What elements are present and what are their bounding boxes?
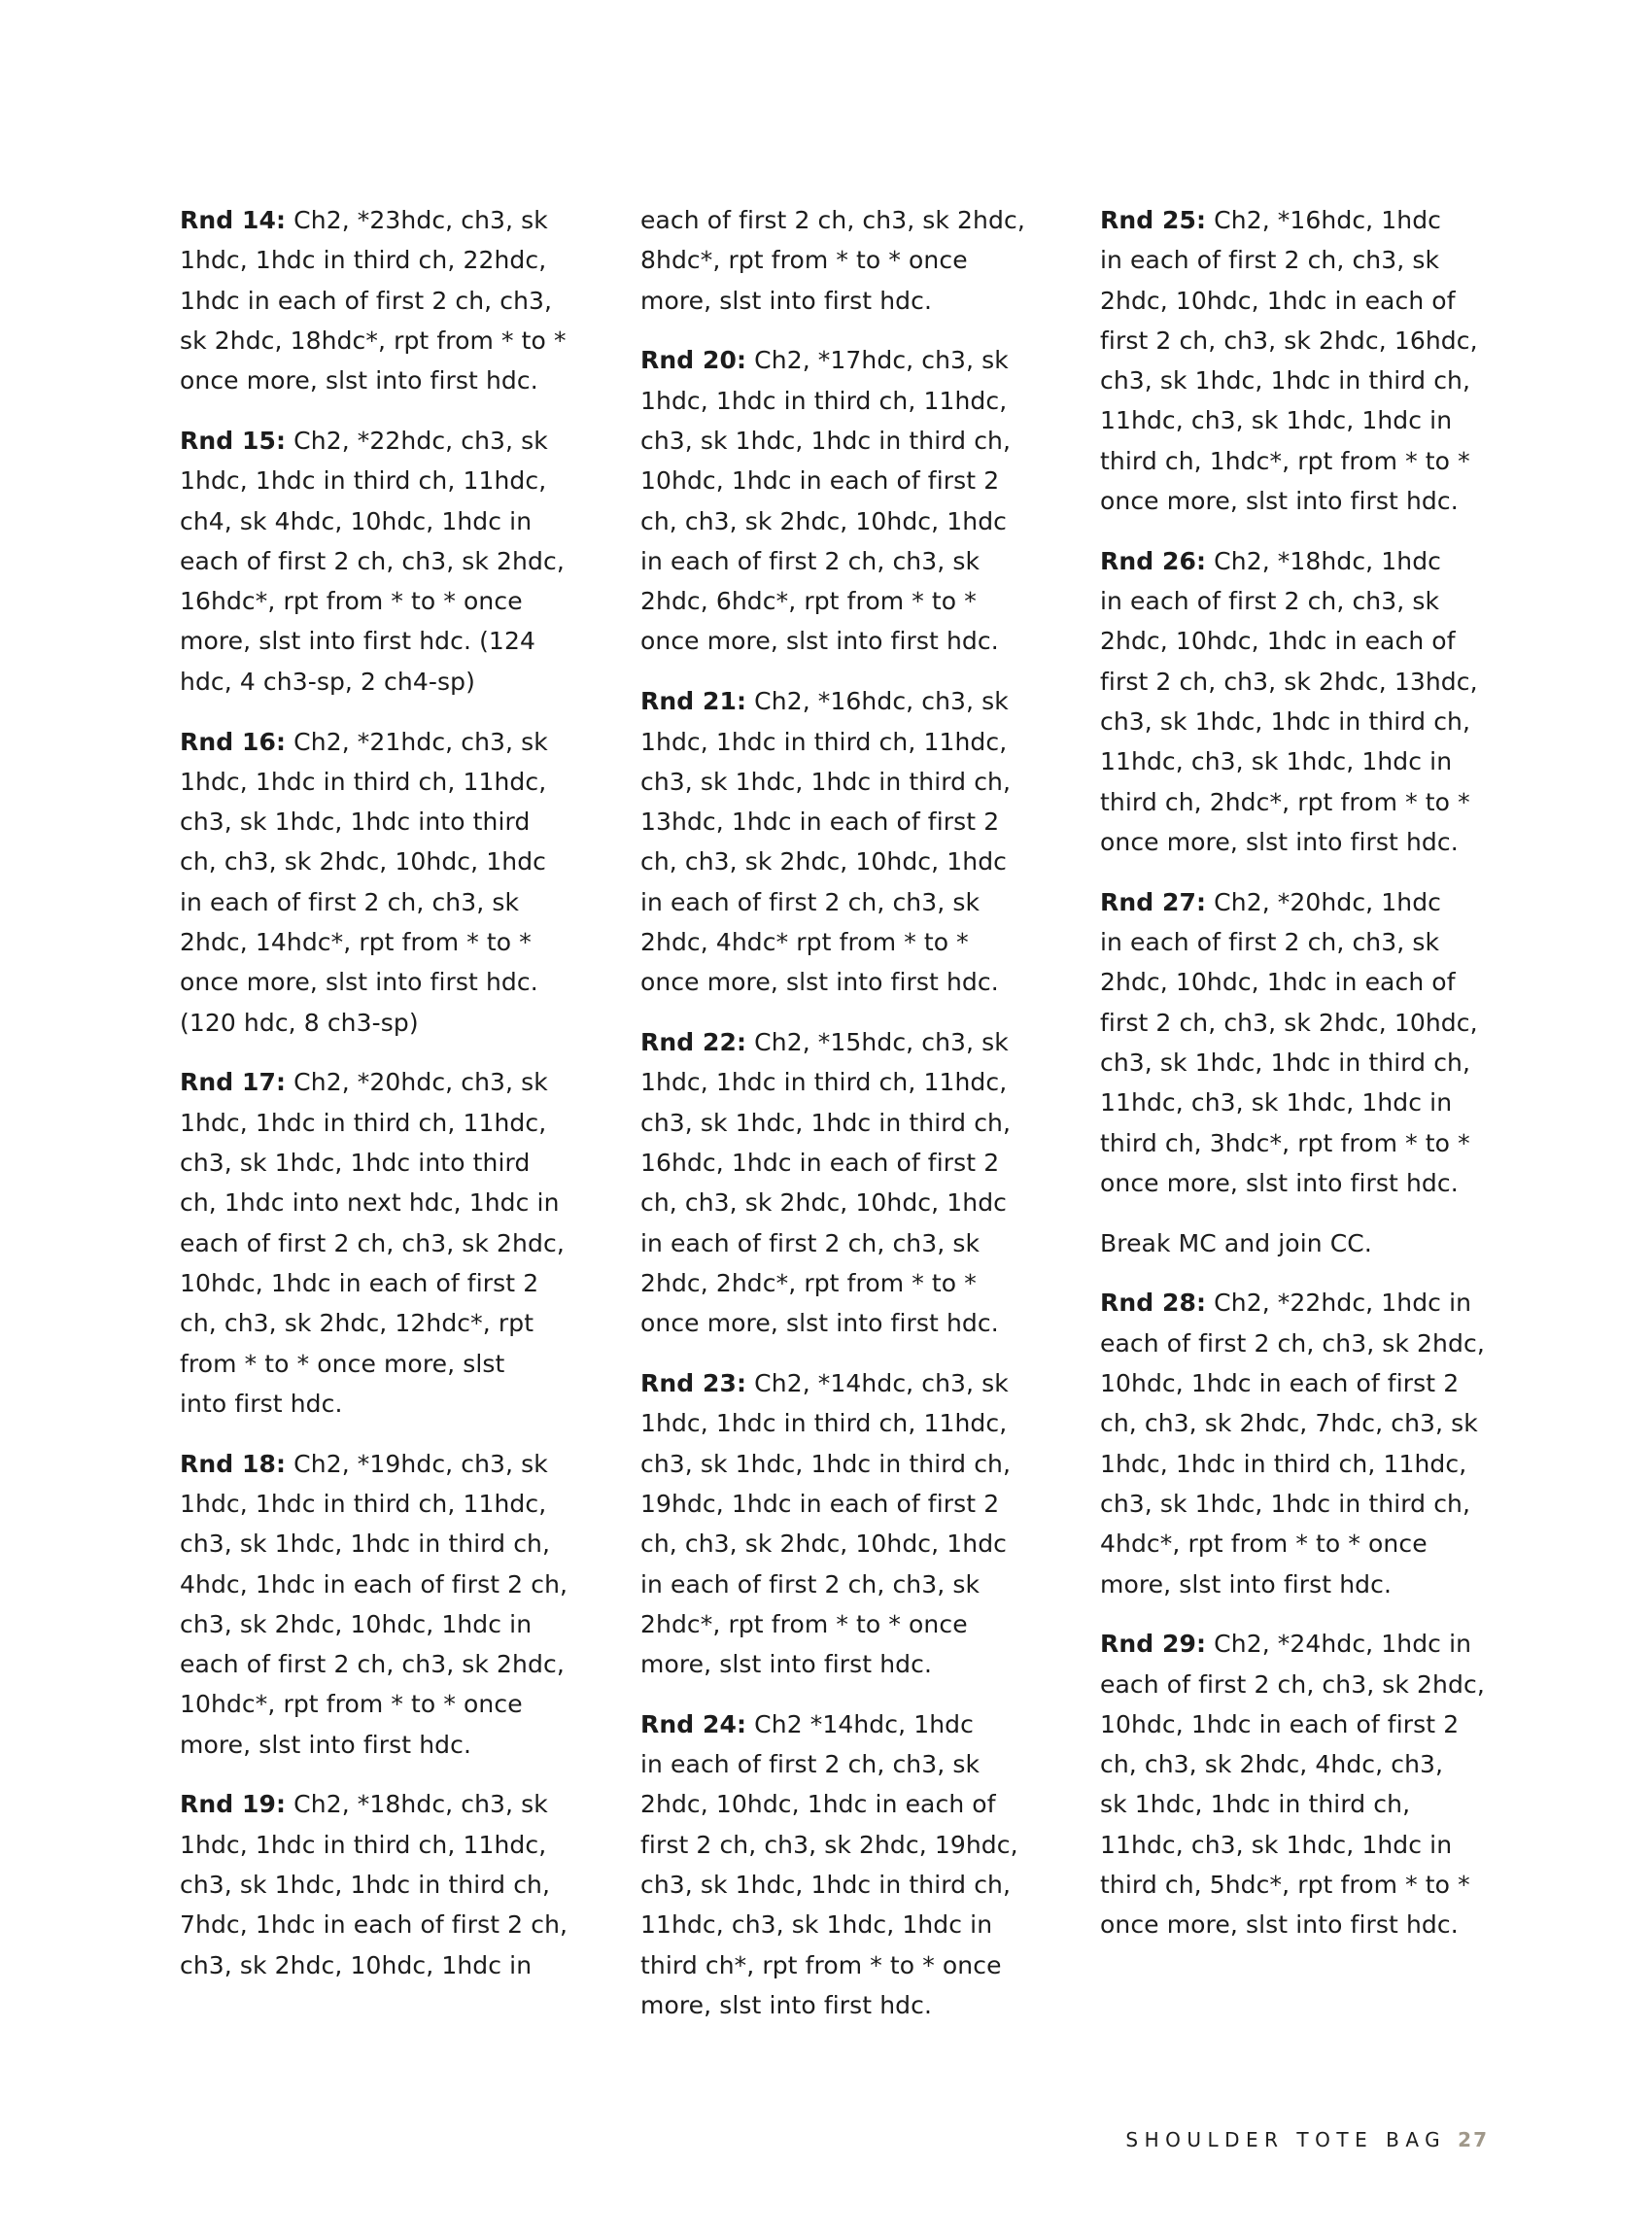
line-text: Ch2, *22hdc, ch3, sk [286,426,548,455]
line-text: ch, ch3, sk 2hdc, 12hdc*, rpt [180,1309,534,1338]
pattern-line [1100,782,1498,822]
line-text: third ch, 5hdc*, rpt from * to * [1100,1871,1470,1900]
line-text: 2hdc, 6hdc*, rpt from * to * [640,587,977,616]
line-text: ch3, sk 1hdc, 1hdc in third ch, [1100,707,1471,737]
line-text: in each of first 2 ch, ch3, sk [640,1750,981,1779]
pattern-line [1100,581,1498,621]
line-text: once more, slst into first hdc. [1100,1910,1459,1940]
line-text: Break MC and join CC. [1100,1228,1372,1257]
pattern-line [180,1784,578,1824]
round-label: Rnd 23: [640,1369,747,1398]
line-text: 2hdc, 10hdc, 1hdc in each of [640,1790,996,1819]
pattern-line [640,1303,1039,1343]
pattern-line [1100,1564,1498,1604]
pattern-line [1100,662,1498,702]
pattern-line [180,1644,578,1684]
pattern-line [180,1825,578,1865]
pattern-line [640,842,1039,881]
pattern-paragraph [640,200,1039,321]
line-text: first 2 ch, ch3, sk 2hdc, 10hdc, [1100,1008,1478,1037]
line-text: ch3, sk 2hdc, 10hdc, 1hdc in [180,1609,533,1638]
pattern-line [1100,1163,1498,1203]
line-text: more, slst into first hdc. [1100,1569,1393,1599]
pattern-line [180,361,578,400]
pattern-line [180,1103,578,1143]
pattern-line [1100,200,1498,240]
pattern-line [1100,702,1498,741]
line-text: Ch2, *20hdc, ch3, sk [286,1068,548,1097]
line-text: ch, ch3, sk 2hdc, 7hdc, ch3, sk [1100,1409,1478,1438]
line-text: 10hdc*, rpt from * to * once [180,1690,523,1719]
pattern-line [640,802,1039,842]
line-text: 2hdc, 10hdc, 1hdc in each of [1100,286,1456,315]
line-text: first 2 ch, ch3, sk 2hdc, 16hdc, [1100,326,1478,355]
line-text: into first hdc. [180,1389,343,1418]
line-text: 10hdc, 1hdc in each of first 2 [180,1268,539,1297]
round-label: Rnd 21: [640,687,747,716]
line-text: more, slst into first hdc. [640,286,933,315]
pattern-line [1100,1083,1498,1122]
line-text: sk 1hdc, 1hdc in third ch, [1100,1790,1411,1819]
pattern-line [1100,1403,1498,1443]
pattern-line [640,381,1039,421]
line-text: Ch2, *14hdc, ch3, sk [746,1369,1009,1398]
pattern-paragraph [180,1784,578,1984]
line-text: first 2 ch, ch3, sk 2hdc, 13hdc, [1100,667,1478,696]
pattern-line [640,1223,1039,1263]
line-text: 2hdc*, rpt from * to * once [640,1609,968,1638]
pattern-line [640,1564,1039,1604]
pattern-line [1100,962,1498,1002]
line-text: third ch, 2hdc*, rpt from * to * [1100,787,1470,816]
pattern-line [1100,321,1498,361]
pattern-paragraph [1100,1223,1498,1263]
pattern-line [1100,1484,1498,1524]
pattern-line [180,1564,578,1604]
line-text: in each of first 2 ch, ch3, sk [640,546,981,575]
pattern-line [1100,1363,1498,1403]
pattern-paragraph [640,340,1039,661]
pattern-line [640,461,1039,500]
pattern-line [640,240,1039,280]
line-text: each of first 2 ch, ch3, sk 2hdc, [1100,1669,1485,1699]
line-text: ch3, sk 1hdc, 1hdc in third ch, [640,1449,1012,1478]
pattern-line [640,1604,1039,1644]
pattern-line [640,621,1039,661]
pattern-line [1100,1123,1498,1163]
line-text: Ch2, *19hdc, ch3, sk [286,1449,548,1478]
line-text: Ch2, *18hdc, 1hdc [1206,546,1442,575]
pattern-line [180,240,578,280]
line-text: 1hdc, 1hdc in third ch, 22hdc, [180,246,547,275]
pattern-line [180,581,578,621]
line-text: Ch2 *14hdc, 1hdc [746,1709,974,1738]
pattern-line [180,501,578,541]
line-text: 1hdc, 1hdc in third ch, 11hdc, [180,1489,547,1518]
line-text: each of first 2 ch, ch3, sk 2hdc, [1100,1328,1485,1358]
pattern-line [640,922,1039,962]
line-text: third ch, 3hdc*, rpt from * to * [1100,1128,1470,1157]
line-text: ch3, sk 1hdc, 1hdc in third ch, [1100,1048,1471,1077]
line-text: Ch2, *16hdc, 1hdc [1206,206,1442,234]
pattern-line [180,1604,578,1644]
pattern-line [640,1363,1039,1403]
line-text: ch, ch3, sk 2hdc, 10hdc, 1hdc [640,1188,1008,1218]
line-text: more, slst into first hdc. [640,1650,933,1679]
line-text: 13hdc, 1hdc in each of first 2 [640,808,1000,837]
pattern-line [1100,922,1498,962]
round-label: Rnd 26: [1100,546,1207,575]
line-text: once more, slst into first hdc. [1100,487,1459,516]
pattern-line [1100,1624,1498,1664]
pattern-line [180,1303,578,1343]
line-text: first 2 ch, ch3, sk 2hdc, 19hdc, [640,1830,1018,1859]
pattern-line [640,1263,1039,1303]
pattern-line [180,621,578,661]
line-text: Ch2, *18hdc, ch3, sk [286,1790,548,1819]
line-text: ch, 1hdc into next hdc, 1hdc in [180,1188,560,1218]
pattern-line [640,762,1039,802]
line-text: ch3, sk 1hdc, 1hdc into third [180,1149,531,1178]
line-text: once more, slst into first hdc. [180,968,538,997]
pattern-line [180,1143,578,1183]
pattern-line [180,1444,578,1484]
pattern-line [180,762,578,802]
line-text: 2hdc, 4hdc* rpt from * to * [640,928,969,957]
pattern-line [1100,400,1498,440]
pattern-paragraph [180,1444,578,1765]
line-text: ch3, sk 1hdc, 1hdc in third ch, [1100,1489,1471,1518]
line-text: hdc, 4 ch3-sp, 2 ch4-sp) [180,667,475,696]
pattern-paragraph [1100,882,1498,1203]
text-column-1 [180,200,578,2005]
line-text: ch3, sk 1hdc, 1hdc in third ch, [180,1530,551,1559]
pattern-line [640,281,1039,321]
round-label: Rnd 19: [180,1790,287,1819]
page-number: 27 [1458,2128,1489,2151]
pattern-line [640,722,1039,762]
line-text: in each of first 2 ch, ch3, sk [1100,928,1440,957]
line-text: Ch2, *15hdc, ch3, sk [746,1028,1009,1057]
pattern-line [180,842,578,881]
line-text: ch, ch3, sk 2hdc, 10hdc, 1hdc [640,1530,1008,1559]
pattern-line [180,922,578,962]
line-text: sk 2hdc, 18hdc*, rpt from * to * [180,326,567,355]
text-column-3 [1100,200,1498,1965]
pattern-paragraph [1100,200,1498,521]
line-text: more, slst into first hdc. [180,1730,472,1759]
pattern-line [180,962,578,1002]
pattern-line [1100,1905,1498,1944]
line-text: each of first 2 ch, ch3, sk 2hdc, [180,1650,565,1679]
pattern-line [640,1825,1039,1865]
pattern-line [180,1223,578,1263]
line-text: 2hdc, 14hdc*, rpt from * to * [180,928,532,957]
line-text: 1hdc, 1hdc in third ch, 11hdc, [1100,1449,1467,1478]
round-label: Rnd 25: [1100,206,1207,234]
pattern-line [640,962,1039,1002]
line-text: 1hdc, 1hdc in third ch, 11hdc, [180,767,547,796]
pattern-line [640,1022,1039,1062]
pattern-line [640,1183,1039,1222]
line-text: 2hdc, 2hdc*, rpt from * to * [640,1268,977,1297]
line-text: in each of first 2 ch, ch3, sk [180,887,520,916]
pattern-line [180,882,578,922]
pattern-line [1100,361,1498,400]
pattern-line [640,340,1039,380]
pattern-line [1100,1223,1498,1263]
pattern-line [1100,281,1498,321]
pattern-line [1100,882,1498,922]
pattern-line [1100,1744,1498,1784]
pattern-line [1100,1665,1498,1704]
pattern-paragraph [1100,1624,1498,1944]
pattern-line [640,581,1039,621]
line-text: once more, slst into first hdc. [1100,827,1459,856]
pattern-line [640,1865,1039,1905]
pattern-line [640,541,1039,581]
line-text: 10hdc, 1hdc in each of first 2 [1100,1369,1460,1398]
round-label: Rnd 17: [180,1068,287,1097]
pattern-line [1100,1784,1498,1824]
pattern-line [640,1644,1039,1684]
round-label: Rnd 16: [180,727,287,756]
pattern-paragraph [180,1062,578,1424]
footer-title: SHOULDER TOTE BAG [1125,2128,1447,2151]
line-text: 7hdc, 1hdc in each of first 2 ch, [180,1910,568,1940]
pattern-line [640,1062,1039,1102]
pattern-line [180,1062,578,1102]
pattern-paragraph [1100,541,1498,862]
pattern-line [1100,1324,1498,1363]
line-text: ch3, sk 1hdc, 1hdc in third ch, [640,426,1012,455]
line-text: ch, ch3, sk 2hdc, 10hdc, 1hdc [180,847,547,877]
line-text: third ch, 1hdc*, rpt from * to * [1100,446,1470,475]
line-text: in each of first 2 ch, ch3, sk [640,887,981,916]
line-text: once more, slst into first hdc. [640,968,999,997]
line-text: each of first 2 ch, ch3, sk 2hdc, [180,1228,565,1257]
pattern-paragraph [180,200,578,400]
line-text: 11hdc, ch3, sk 1hdc, 1hdc in [1100,1088,1453,1118]
line-text: in each of first 2 ch, ch3, sk [1100,246,1440,275]
line-text: 10hdc, 1hdc in each of first 2 [640,466,1000,496]
line-text: ch3, sk 1hdc, 1hdc in third ch, [640,1871,1012,1900]
line-text: in each of first 2 ch, ch3, sk [640,1228,981,1257]
line-text: ch, ch3, sk 2hdc, 4hdc, ch3, [1100,1750,1444,1779]
line-text: 11hdc, ch3, sk 1hdc, 1hdc in [1100,1830,1453,1859]
line-text: 1hdc, 1hdc in third ch, 11hdc, [640,1409,1008,1438]
line-text: ch, ch3, sk 2hdc, 10hdc, 1hdc [640,847,1008,877]
line-text: 2hdc, 10hdc, 1hdc in each of [1100,968,1456,997]
text-column-2 [640,200,1039,2046]
page-footer [1125,2128,1489,2151]
pattern-line [180,541,578,581]
line-text: Ch2, *16hdc, ch3, sk [746,687,1009,716]
pattern-line [180,1905,578,1944]
line-text: in each of first 2 ch, ch3, sk [1100,587,1440,616]
line-text: ch3, sk 1hdc, 1hdc in third ch, [640,767,1012,796]
pattern-line [1100,1444,1498,1484]
line-text: 4hdc*, rpt from * to * once [1100,1530,1428,1559]
pattern-line [1100,1283,1498,1323]
line-text: Ch2, *24hdc, 1hdc in [1206,1630,1472,1659]
pattern-line [180,1865,578,1905]
line-text: 1hdc, 1hdc in third ch, 11hdc, [180,466,547,496]
line-text: 19hdc, 1hdc in each of first 2 [640,1489,1000,1518]
pattern-paragraph [640,1363,1039,1684]
pattern-line [640,1905,1039,1944]
pattern-paragraph [640,1022,1039,1343]
pattern-line [640,882,1039,922]
round-label: Rnd 24: [640,1709,747,1738]
pattern-line [640,1403,1039,1443]
pattern-line [1100,240,1498,280]
line-text: in each of first 2 ch, ch3, sk [640,1569,981,1599]
pattern-line [640,421,1039,461]
pattern-paragraph [180,722,578,1043]
round-label: Rnd 28: [1100,1289,1207,1318]
round-label: Rnd 20: [640,346,747,375]
pattern-line [180,321,578,361]
line-text: 10hdc, 1hdc in each of first 2 [1100,1709,1460,1738]
pattern-line [180,421,578,461]
pattern-line [640,1985,1039,2025]
line-text: ch4, sk 4hdc, 10hdc, 1hdc in [180,506,533,535]
pattern-line [180,1524,578,1564]
pattern-line [180,1484,578,1524]
line-text: each of first 2 ch, ch3, sk 2hdc, [180,546,565,575]
line-text: 1hdc, 1hdc in third ch, 11hdc, [180,1830,547,1859]
line-text: ch3, sk 2hdc, 10hdc, 1hdc in [180,1950,533,1979]
pattern-line [1100,1043,1498,1083]
pattern-line [1100,1865,1498,1905]
pattern-line [640,681,1039,721]
pattern-line [180,1725,578,1765]
line-text: ch3, sk 1hdc, 1hdc in third ch, [640,1108,1012,1137]
line-text: (120 hdc, 8 ch3-sp) [180,1008,419,1037]
pattern-line [1100,1003,1498,1043]
round-label: Rnd 29: [1100,1630,1207,1659]
pattern-line [1100,541,1498,581]
pattern-line [640,1103,1039,1143]
line-text: ch, ch3, sk 2hdc, 10hdc, 1hdc [640,506,1008,535]
line-text: once more, slst into first hdc. [640,1309,999,1338]
pattern-line [640,1784,1039,1824]
pattern-line [640,1744,1039,1784]
pattern-line [640,1143,1039,1183]
line-text: 1hdc, 1hdc in third ch, 11hdc, [180,1108,547,1137]
pattern-line [1100,741,1498,781]
pattern-paragraph [1100,1283,1498,1603]
round-label: Rnd 22: [640,1028,747,1057]
pattern-line [640,200,1039,240]
pattern-line [180,1945,578,1985]
round-label: Rnd 15: [180,426,287,455]
line-text: 11hdc, ch3, sk 1hdc, 1hdc in [1100,747,1453,776]
line-text: 11hdc, ch3, sk 1hdc, 1hdc in [640,1910,993,1940]
pattern-line [1100,481,1498,521]
pattern-line [640,1484,1039,1524]
line-text: from * to * once more, slst [180,1349,505,1378]
pattern-paragraph [640,1704,1039,2025]
pattern-line [640,501,1039,541]
line-text: Ch2, *22hdc, 1hdc in [1206,1289,1472,1318]
line-text: 1hdc, 1hdc in third ch, 11hdc, [640,386,1008,415]
line-text: each of first 2 ch, ch3, sk 2hdc, [640,206,1025,234]
line-text: 2hdc, 10hdc, 1hdc in each of [1100,627,1456,656]
line-text: 1hdc, 1hdc in third ch, 11hdc, [640,727,1008,756]
line-text: more, slst into first hdc. [640,1990,933,2019]
pattern-line [180,1684,578,1724]
round-label: Rnd 14: [180,206,287,234]
line-text: ch3, sk 1hdc, 1hdc in third ch, [1100,366,1471,395]
pattern-line [1100,1825,1498,1865]
line-text: Ch2, *17hdc, ch3, sk [746,346,1009,375]
line-text: third ch*, rpt from * to * once [640,1950,1002,1979]
line-text: 1hdc in each of first 2 ch, ch3, [180,286,553,315]
pattern-line [1100,441,1498,481]
line-text: Ch2, *20hdc, 1hdc [1206,887,1442,916]
line-text: 4hdc, 1hdc in each of first 2 ch, [180,1569,568,1599]
pattern-line [640,1524,1039,1564]
pattern-line [180,802,578,842]
round-label: Rnd 27: [1100,887,1207,916]
pattern-line [180,722,578,762]
line-text: 11hdc, ch3, sk 1hdc, 1hdc in [1100,406,1453,435]
line-text: 16hdc*, rpt from * to * once [180,587,523,616]
line-text: 1hdc, 1hdc in third ch, 11hdc, [640,1068,1008,1097]
pattern-line [1100,1524,1498,1564]
line-text: once more, slst into first hdc. [640,627,999,656]
line-text: ch3, sk 1hdc, 1hdc in third ch, [180,1871,551,1900]
line-text: once more, slst into first hdc. [180,366,538,395]
round-label: Rnd 18: [180,1449,287,1478]
line-text: ch3, sk 1hdc, 1hdc into third [180,808,531,837]
pattern-line [180,1384,578,1424]
line-text: more, slst into first hdc. (124 [180,627,535,656]
pattern-line [640,1444,1039,1484]
pattern-line [1100,1704,1498,1744]
pattern-line [180,1263,578,1303]
pattern-line [180,1344,578,1384]
pattern-line [180,461,578,500]
pattern-line [640,1945,1039,1985]
pattern-line [180,662,578,702]
pattern-line [1100,621,1498,661]
pattern-line [180,281,578,321]
line-text: 16hdc, 1hdc in each of first 2 [640,1149,1000,1178]
pattern-line [640,1704,1039,1744]
line-text: 8hdc*, rpt from * to * once [640,246,968,275]
pattern-line [1100,822,1498,862]
pattern-line [180,1003,578,1043]
line-text: Ch2, *23hdc, ch3, sk [286,206,548,234]
line-text: once more, slst into first hdc. [1100,1168,1459,1197]
pattern-paragraph [180,421,578,702]
line-text: Ch2, *21hdc, ch3, sk [286,727,548,756]
pattern-line [180,1183,578,1222]
pattern-paragraph [640,681,1039,1002]
pattern-line [180,200,578,240]
